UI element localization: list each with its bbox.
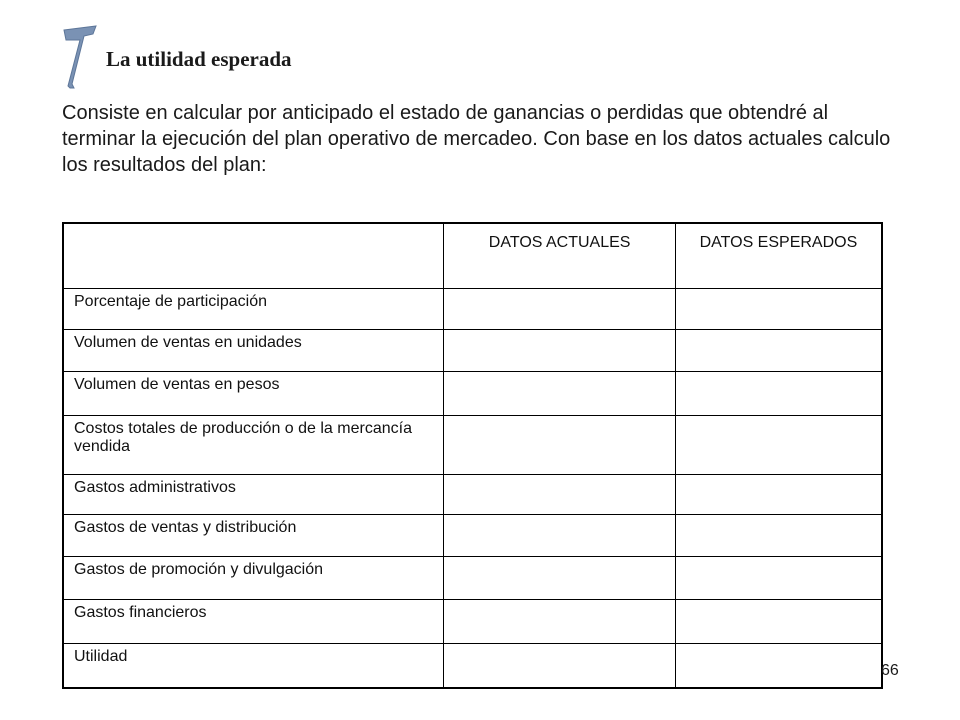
row-label: Volumen de ventas en pesos — [63, 371, 444, 415]
row-label: Gastos de ventas y distribución — [63, 514, 444, 556]
section-number-graphic — [62, 24, 98, 90]
table-row — [63, 288, 882, 329]
header-empty-cell — [63, 223, 444, 288]
row-label: Gastos de promoción y divulgación — [63, 556, 444, 599]
current-value-cell — [444, 288, 675, 329]
expected-value-cell — [675, 474, 882, 514]
current-value-cell — [444, 599, 675, 643]
table-row — [63, 599, 882, 643]
row-label: Porcentaje de participación — [63, 288, 444, 329]
current-value-cell — [444, 415, 675, 474]
expected-value-cell — [675, 329, 882, 371]
expected-value-cell — [675, 371, 882, 415]
current-value-cell — [444, 643, 675, 688]
current-value-cell — [444, 329, 675, 371]
table-row — [63, 329, 882, 371]
expected-value-cell — [675, 288, 882, 329]
page-number: 66 — [881, 662, 899, 679]
current-value-cell — [444, 371, 675, 415]
expected-value-cell — [675, 643, 882, 688]
current-value-cell — [444, 514, 675, 556]
current-value-cell — [444, 474, 675, 514]
intro-paragraph: Consiste en calcular por anticipado el estado de ganancias o perdidas que obtendré al terminar la ejecución del plan operativo de mercadeo. Con base en los datos actuales calculo los resultados del plan: — [62, 102, 891, 176]
table-row — [63, 514, 882, 556]
table-row — [63, 415, 882, 474]
expected-value-cell — [675, 556, 882, 599]
expected-value-cell — [675, 514, 882, 556]
table-row — [63, 371, 882, 415]
row-label: Gastos financieros — [63, 599, 444, 643]
table-row — [63, 643, 882, 688]
section-number: 7 — [62, 24, 63, 25]
row-label: Utilidad — [63, 643, 444, 688]
expected-value-cell — [675, 599, 882, 643]
table-header-row — [63, 223, 882, 288]
header-expected-data: DATOS ESPERADOS — [675, 223, 882, 288]
row-label: Gastos administrativos — [63, 474, 444, 514]
expected-value-cell — [675, 415, 882, 474]
slide-title: La utilidad esperada — [106, 47, 292, 71]
row-label: Costos totales de producción o de la mercancía vendida — [63, 415, 444, 474]
expected-profit-table — [62, 222, 883, 689]
table-row — [63, 474, 882, 514]
table-row — [63, 556, 882, 599]
row-label: Volumen de ventas en unidades — [63, 329, 444, 371]
header-current-data: DATOS ACTUALES — [444, 223, 675, 288]
current-value-cell — [444, 556, 675, 599]
